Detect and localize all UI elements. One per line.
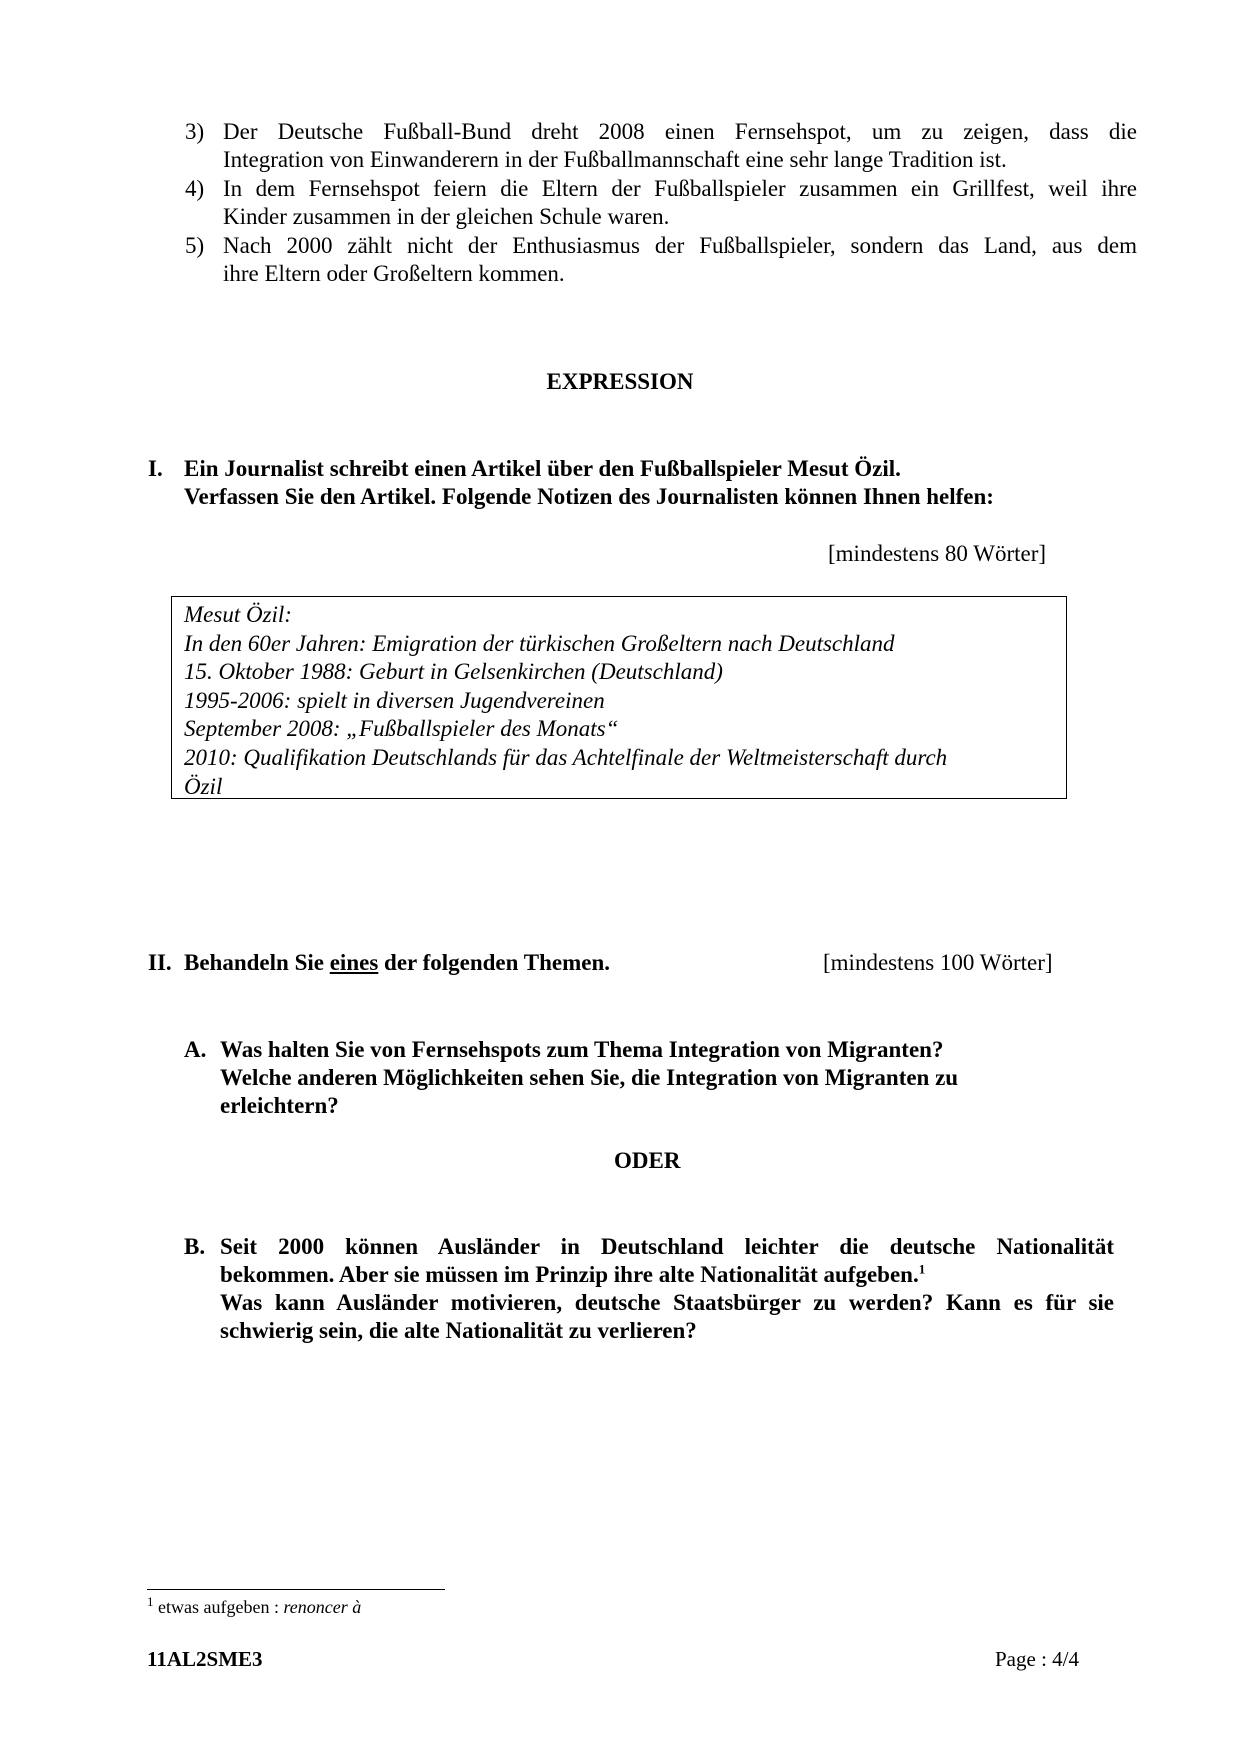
footnote-separator — [147, 1589, 445, 1590]
task-1-numeral: I. — [148, 456, 163, 481]
topic-a-line: Welche anderen Möglichkeiten sehen Sie, die Integration von Migranten zu — [220, 1065, 959, 1090]
exam-code: 11AL2SME3 — [147, 1647, 263, 1671]
task-2-text-after: der folgenden Themen. — [378, 950, 610, 975]
statement-line: Integration von Einwanderern in der Fußballmannschaft eine sehr lange Tradition ist. — [223, 147, 1007, 172]
statement-number: 3) — [185, 119, 205, 144]
note-line: 1995-2006: spielt in diversen Jugendvereinen — [184, 687, 605, 713]
note-line: 15. Oktober 1988: Geburt in Gelsenkirchen (Deutschland) — [184, 659, 723, 685]
note-line: September 2008: „Fußballspieler des Monats“ — [184, 716, 619, 742]
task-1-line-1: Ein Journalist schreibt einen Artikel über den Fußballspieler Mesut Özil. — [184, 456, 901, 481]
footnote — [147, 1595, 361, 1619]
statement-line: In dem Fernsehspot feiern die Eltern der Fußballspieler zusammen ein Grillfest, weil ihre — [223, 176, 1137, 201]
statement-line: Kinder zusammen in der gleichen Schule waren. — [223, 204, 670, 229]
task-1-line-2: Verfassen Sie den Artikel. Folgende Notizen des Journalisten können Ihnen helfen: — [184, 484, 994, 509]
note-line: 2010: Qualifikation Deutschlands für das Achtelfinale der Weltmeisterschaft durch — [184, 744, 948, 770]
task-2-instruction — [184, 949, 610, 977]
statement-number: 4) — [185, 176, 205, 201]
footnote-reference: 1 — [918, 1261, 926, 1277]
topic-a-line: erleichtern? — [220, 1093, 339, 1118]
note-line: In den 60er Jahren: Emigration der türkischen Großeltern nach Deutschland — [184, 630, 895, 656]
topic-b-line: bekommen. Aber sie müssen im Prinzip ihre alte Nationalität aufgeben. — [220, 1262, 919, 1287]
note-line: Mesut Özil: — [184, 602, 292, 627]
topic-a-line: Was halten Sie von Fernsehspots zum Thema Integration von Migranten? — [220, 1037, 944, 1062]
footnote-mark: 1 — [147, 1594, 154, 1609]
footnote-translation: renoncer à — [283, 1597, 362, 1617]
oder-separator: ODER — [614, 1148, 681, 1173]
task-2-word-count: [mindestens 100 Wörter] — [823, 950, 1053, 975]
statement-4 — [185, 175, 1137, 231]
footnote-text: etwas aufgeben : — [153, 1597, 284, 1617]
statement-number: 5) — [185, 233, 205, 258]
page-number: Page : 4/4 — [995, 1647, 1079, 1671]
task-2-underlined-word: eines — [329, 950, 379, 975]
topic-b-line: Was kann Ausländer motivieren, deutsche Staatsbürger zu werden? Kann es für sie — [220, 1290, 1114, 1315]
topic-b-line: Seit 2000 können Ausländer in Deutschland leichter die deutsche Nationalität — [220, 1234, 1114, 1259]
statement-line: Nach 2000 zählt nicht der Enthusiasmus der Fußballspieler, sondern das Land, aus dem — [223, 233, 1137, 258]
statement-3 — [185, 118, 1137, 174]
topic-b-letter: B. — [184, 1234, 206, 1259]
note-line: Özil — [184, 773, 223, 799]
topic-b-line-with-footnote — [220, 1261, 1114, 1289]
task-2-numeral: II. — [148, 950, 172, 975]
topic-b-line: schwierig sein, die alte Nationalität zu verlieren? — [220, 1318, 697, 1343]
statement-5 — [185, 232, 1137, 288]
statement-line: ihre Eltern oder Großeltern kommen. — [223, 261, 565, 286]
statement-line: Der Deutsche Fußball-Bund dreht 2008 einen Fernsehspot, um zu zeigen, dass die — [223, 119, 1137, 144]
task-1-word-count: [mindestens 80 Wörter] — [828, 541, 1047, 566]
topic-b-text — [220, 1233, 1114, 1345]
topic-a-letter: A. — [184, 1037, 207, 1062]
journalist-notes-box — [171, 596, 1067, 799]
task-2-text-before: Behandeln Sie — [184, 950, 330, 975]
expression-heading: EXPRESSION — [546, 369, 694, 394]
topic-a-text — [220, 1036, 1114, 1120]
